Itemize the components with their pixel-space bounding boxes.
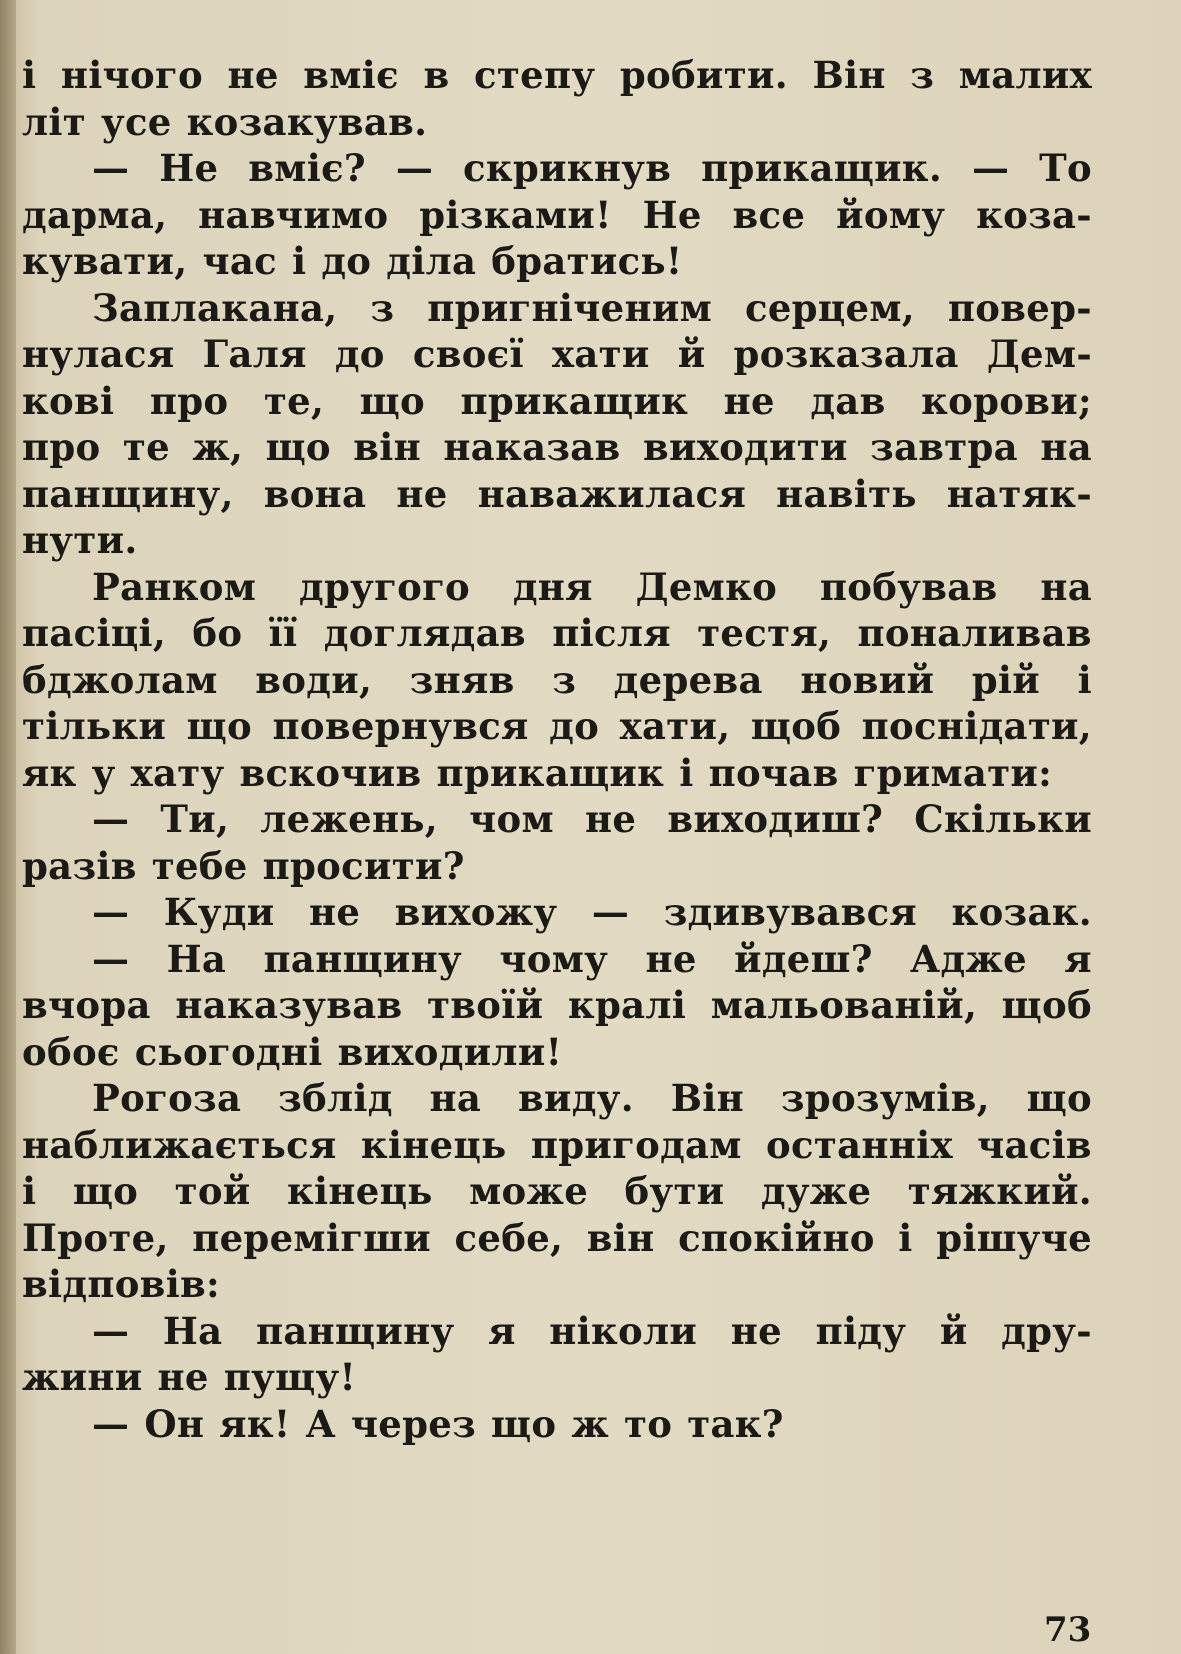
page-number: 73 (1044, 1610, 1092, 1650)
text-line: вчора наказував твоїй кралі мальованій, щоб (22, 983, 1092, 1027)
text-line: — Куди не вихожу — здивувався козак. (92, 890, 1092, 934)
text-line: — Не вміє? — скрикнув прикащик. — То (92, 146, 1092, 190)
text-line: і нічого не вміє в степу робити. Він з малих (22, 53, 1092, 97)
text-line: — На панщину я ніколи не піду й дру- (92, 1308, 1092, 1353)
text-line: кувати, час і до діла братись! (22, 239, 683, 283)
text-line: — Он як! А через що ж то так? (92, 1401, 784, 1446)
text-line: кові про те, що прикащик не дав корови; (22, 378, 1092, 423)
text-line: Проте, перемігши себе, він спокійно і рішуче (22, 1215, 1092, 1260)
text-line: обоє сьогодні виходили! (22, 1029, 563, 1074)
text-line: тільки що повернувся до хати, щоб поснідати, (22, 704, 1092, 748)
text-line: — На панщину чому не йдеш? Адже я (92, 936, 1092, 981)
text-line: дарма, навчимо різками! Не все йому коза- (22, 192, 1092, 237)
text-line: бджолам води, зняв з дерева новий рій і (22, 657, 1092, 702)
text-line: і що той кінець може бути дуже тяжкий. (22, 1169, 1092, 1213)
text-line: жини не пущу! (22, 1355, 356, 1399)
text-line: Ранком другого дня Демко побував на (92, 564, 1092, 609)
text-line: про те ж, що він наказав виходити завтра на (22, 425, 1092, 469)
text-line: як у хату вскочив прикащик і почав гримати: (22, 750, 1053, 795)
text-line: відповів: (22, 1262, 221, 1306)
text-line: Рогоза зблід на виду. Він зрозумів, що (92, 1076, 1092, 1120)
text-line: нулася Галя до своєї хати й розказала Дем- (22, 332, 1092, 376)
text-line: нути. (22, 518, 138, 562)
page-text-block (22, 52, 1092, 1447)
text-line: разів тебе просити? (22, 843, 465, 888)
text-line: наближається кінець пригодам останніх часів (22, 1122, 1092, 1167)
text-line: Заплакана, з пригніченим серцем, повер- (92, 285, 1092, 330)
page-binding-edge (0, 0, 16, 1654)
text-line: літ усе козакував. (22, 99, 428, 144)
text-line: панщину, вона не наважилася навіть натяк- (22, 471, 1092, 516)
text-line: — Ти, лежень, чом не виходиш? Скільки (92, 797, 1092, 841)
text-line: пасіці, бо її доглядав після тестя, поналивав (22, 611, 1092, 655)
